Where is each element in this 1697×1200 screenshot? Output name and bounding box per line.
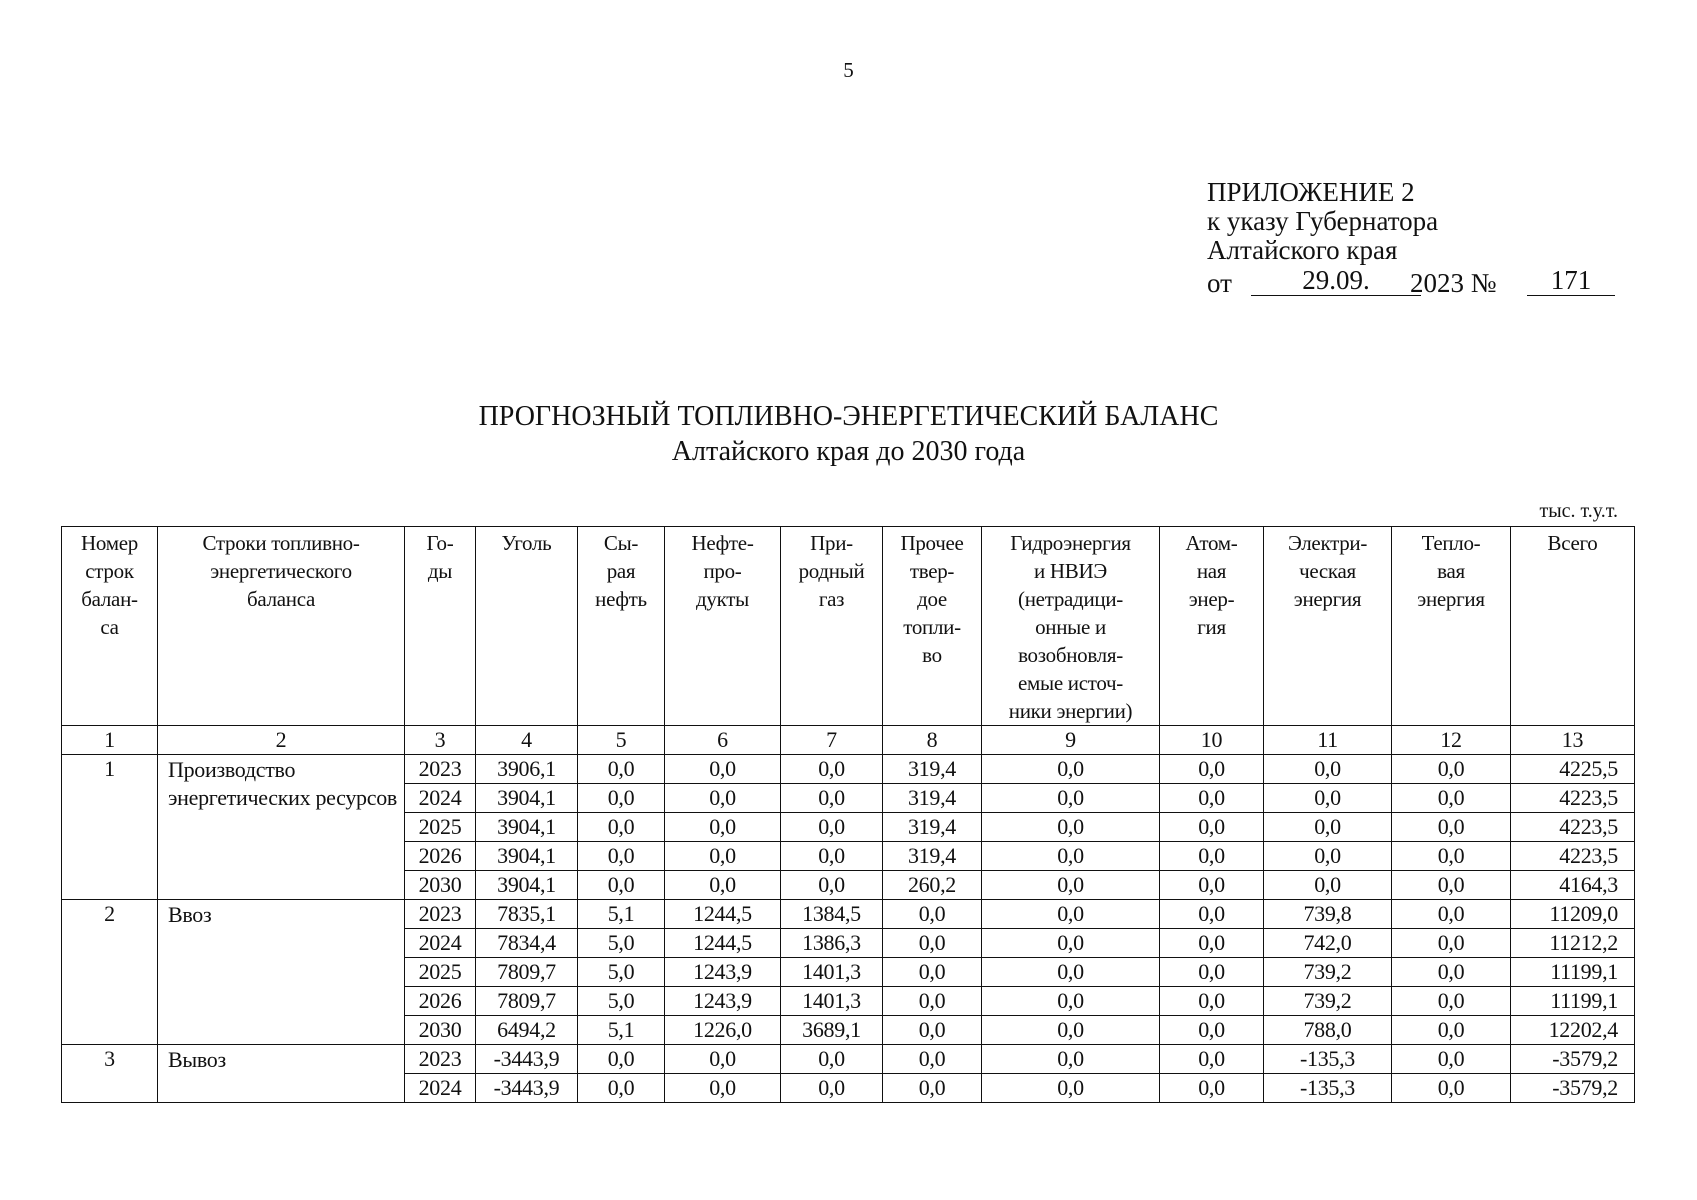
appendix-line-2: Алтайского края (1207, 235, 1398, 265)
column-number: 6 (665, 726, 781, 755)
value-cell: 0,0 (781, 1074, 883, 1103)
units-label: тыс. т.у.т. (1539, 500, 1618, 522)
column-number: 12 (1392, 726, 1511, 755)
value-cell: 7809,7 (476, 958, 578, 987)
column-number: 7 (781, 726, 883, 755)
value-cell: 0,0 (1392, 1074, 1511, 1103)
value-cell: 0,0 (1392, 755, 1511, 784)
value-cell: 1244,5 (665, 900, 781, 929)
year-cell: 2026 (405, 987, 476, 1016)
column-number: 11 (1264, 726, 1392, 755)
value-cell: 0,0 (1160, 958, 1264, 987)
table-row (62, 900, 1635, 929)
column-header: Всего (1511, 527, 1635, 726)
column-number-row (62, 726, 1635, 755)
value-cell: 0,0 (1264, 842, 1392, 871)
value-cell: 0,0 (1160, 842, 1264, 871)
year-cell: 2023 (405, 900, 476, 929)
table-row (62, 1045, 1635, 1074)
value-cell: 12202,4 (1511, 1016, 1635, 1045)
column-header: При- родный газ (781, 527, 883, 726)
value-cell: 11212,2 (1511, 929, 1635, 958)
balance-table (61, 526, 1635, 1103)
value-cell: 0,0 (1264, 755, 1392, 784)
value-cell: 0,0 (665, 1045, 781, 1074)
value-cell: -3443,9 (476, 1045, 578, 1074)
column-header: Прочее твер- дое топли- во (883, 527, 982, 726)
value-cell: 319,4 (883, 784, 982, 813)
page-number: 5 (843, 58, 854, 82)
value-cell: 0,0 (982, 1016, 1160, 1045)
value-cell: 0,0 (1160, 784, 1264, 813)
value-cell: 0,0 (1392, 929, 1511, 958)
year-cell: 2026 (405, 842, 476, 871)
value-cell: 0,0 (781, 755, 883, 784)
year-cell: 2030 (405, 1016, 476, 1045)
value-cell: 0,0 (1160, 929, 1264, 958)
value-cell: 0,0 (883, 1074, 982, 1103)
value-cell: 0,0 (1264, 813, 1392, 842)
value-cell: 5,1 (578, 1016, 665, 1045)
value-cell: 0,0 (1160, 987, 1264, 1016)
value-cell: 0,0 (1264, 871, 1392, 900)
value-cell: 3904,1 (476, 784, 578, 813)
value-cell: 0,0 (1160, 755, 1264, 784)
value-cell: 1243,9 (665, 987, 781, 1016)
column-number: 13 (1511, 726, 1635, 755)
column-header: Го- ды (405, 527, 476, 726)
value-cell: 0,0 (982, 784, 1160, 813)
column-header: Уголь (476, 527, 578, 726)
value-cell: 0,0 (982, 929, 1160, 958)
value-cell: 260,2 (883, 871, 982, 900)
value-cell: 11199,1 (1511, 958, 1635, 987)
balance-row-name: Вывоз (158, 1045, 405, 1103)
value-cell: 5,1 (578, 900, 665, 929)
value-cell: 4164,3 (1511, 871, 1635, 900)
value-cell: -3443,9 (476, 1074, 578, 1103)
value-cell: 0,0 (781, 813, 883, 842)
value-cell: 7835,1 (476, 900, 578, 929)
value-cell: 0,0 (781, 842, 883, 871)
column-header: Сы- рая нефть (578, 527, 665, 726)
value-cell: 0,0 (982, 1045, 1160, 1074)
appendix-line-1: к указу Губернатора (1207, 206, 1439, 236)
value-cell: 11199,1 (1511, 987, 1635, 1016)
value-cell: 1386,3 (781, 929, 883, 958)
year-cell: 2025 (405, 958, 476, 987)
value-cell: 0,0 (982, 958, 1160, 987)
column-number: 5 (578, 726, 665, 755)
document-subtitle: Алтайского края до 2030 года (671, 436, 1026, 467)
value-cell: 0,0 (883, 1016, 982, 1045)
column-header: Тепло- вая энергия (1392, 527, 1511, 726)
value-cell: 3906,1 (476, 755, 578, 784)
value-cell: 0,0 (1160, 813, 1264, 842)
value-cell: 0,0 (1160, 1016, 1264, 1045)
value-cell: 0,0 (982, 813, 1160, 842)
value-cell: 0,0 (883, 929, 982, 958)
value-cell: 3904,1 (476, 813, 578, 842)
balance-row-number: 2 (62, 900, 158, 1045)
column-number: 8 (883, 726, 982, 755)
value-cell: 4223,5 (1511, 784, 1635, 813)
column-header: Строки топливно- энергетического баланса (158, 527, 405, 726)
value-cell: 0,0 (982, 842, 1160, 871)
year-cell: 2024 (405, 784, 476, 813)
value-cell: 0,0 (578, 1045, 665, 1074)
value-cell: 0,0 (1160, 1045, 1264, 1074)
column-header: Номер строк балан- са (62, 527, 158, 726)
value-cell: 0,0 (665, 842, 781, 871)
date-prefix: от (1207, 268, 1232, 298)
value-cell: -3579,2 (1511, 1045, 1635, 1074)
year-cell: 2024 (405, 1074, 476, 1103)
column-number: 9 (982, 726, 1160, 755)
value-cell: 0,0 (665, 755, 781, 784)
decree-date: 29.09. (1251, 265, 1421, 296)
value-cell: 5,0 (578, 987, 665, 1016)
year-cell: 2023 (405, 1045, 476, 1074)
balance-row-number: 1 (62, 755, 158, 900)
decree-year: 2023 № (1410, 268, 1497, 298)
value-cell: 0,0 (781, 1045, 883, 1074)
appendix-title: ПРИЛОЖЕНИЕ 2 (1207, 177, 1415, 207)
value-cell: 0,0 (883, 987, 982, 1016)
value-cell: 4223,5 (1511, 813, 1635, 842)
value-cell: 739,2 (1264, 987, 1392, 1016)
table-header-row (62, 527, 1635, 726)
value-cell: 739,8 (1264, 900, 1392, 929)
value-cell: 788,0 (1264, 1016, 1392, 1045)
value-cell: 0,0 (982, 871, 1160, 900)
year-cell: 2023 (405, 755, 476, 784)
column-header: Электри- ческая энергия (1264, 527, 1392, 726)
value-cell: 319,4 (883, 813, 982, 842)
year-cell: 2024 (405, 929, 476, 958)
column-number: 1 (62, 726, 158, 755)
value-cell: 0,0 (883, 900, 982, 929)
value-cell: 0,0 (1392, 987, 1511, 1016)
value-cell: 0,0 (982, 987, 1160, 1016)
table-body (62, 755, 1635, 1103)
decree-number: 171 (1527, 265, 1615, 296)
value-cell: 0,0 (982, 755, 1160, 784)
value-cell: 0,0 (883, 1045, 982, 1074)
appendix-date-line (1207, 265, 1627, 299)
document-title: ПРОГНОЗНЫЙ ТОПЛИВНО-ЭНЕРГЕТИЧЕСКИЙ БАЛАНС (478, 401, 1219, 432)
value-cell: 4223,5 (1511, 842, 1635, 871)
value-cell: 0,0 (578, 784, 665, 813)
value-cell: 3904,1 (476, 842, 578, 871)
value-cell: 0,0 (1264, 784, 1392, 813)
value-cell: 0,0 (1392, 842, 1511, 871)
value-cell: 5,0 (578, 929, 665, 958)
value-cell: 0,0 (665, 871, 781, 900)
value-cell: 0,0 (982, 900, 1160, 929)
value-cell: 0,0 (578, 755, 665, 784)
value-cell: 1244,5 (665, 929, 781, 958)
value-cell: 0,0 (1392, 813, 1511, 842)
column-header: Нефте- про- дукты (665, 527, 781, 726)
value-cell: 0,0 (883, 958, 982, 987)
value-cell: 0,0 (665, 784, 781, 813)
value-cell: 0,0 (1392, 900, 1511, 929)
value-cell: 0,0 (1160, 1074, 1264, 1103)
value-cell: 0,0 (578, 1074, 665, 1103)
value-cell: 0,0 (982, 1074, 1160, 1103)
value-cell: 0,0 (1160, 900, 1264, 929)
column-number: 10 (1160, 726, 1264, 755)
value-cell: 1226,0 (665, 1016, 781, 1045)
value-cell: 1401,3 (781, 958, 883, 987)
value-cell: 4225,5 (1511, 755, 1635, 784)
column-number: 3 (405, 726, 476, 755)
column-header: Гидроэнергия и НВИЭ (нетрадици- онные и возобновля- емые источ- ники энергии) (982, 527, 1160, 726)
value-cell: 1243,9 (665, 958, 781, 987)
value-cell: 0,0 (1392, 784, 1511, 813)
value-cell: 0,0 (781, 871, 883, 900)
value-cell: 319,4 (883, 842, 982, 871)
column-number: 2 (158, 726, 405, 755)
value-cell: -135,3 (1264, 1045, 1392, 1074)
value-cell: 0,0 (578, 842, 665, 871)
balance-row-name: Производство энергетических ресурсов (158, 755, 405, 900)
column-number: 4 (476, 726, 578, 755)
value-cell: 0,0 (578, 813, 665, 842)
balance-row-name: Ввоз (158, 900, 405, 1045)
year-cell: 2030 (405, 871, 476, 900)
value-cell: 319,4 (883, 755, 982, 784)
value-cell: 0,0 (665, 813, 781, 842)
value-cell: 1401,3 (781, 987, 883, 1016)
value-cell: 0,0 (578, 871, 665, 900)
value-cell: -135,3 (1264, 1074, 1392, 1103)
value-cell: -3579,2 (1511, 1074, 1635, 1103)
value-cell: 0,0 (1160, 871, 1264, 900)
value-cell: 0,0 (1392, 871, 1511, 900)
value-cell: 0,0 (1392, 1045, 1511, 1074)
appendix-block (1207, 178, 1627, 299)
value-cell: 0,0 (1392, 958, 1511, 987)
value-cell: 739,2 (1264, 958, 1392, 987)
column-header: Атом- ная энер- гия (1160, 527, 1264, 726)
value-cell: 3689,1 (781, 1016, 883, 1045)
value-cell: 1384,5 (781, 900, 883, 929)
value-cell: 11209,0 (1511, 900, 1635, 929)
value-cell: 6494,2 (476, 1016, 578, 1045)
value-cell: 0,0 (1392, 1016, 1511, 1045)
value-cell: 742,0 (1264, 929, 1392, 958)
year-cell: 2025 (405, 813, 476, 842)
value-cell: 7809,7 (476, 987, 578, 1016)
value-cell: 3904,1 (476, 871, 578, 900)
value-cell: 0,0 (781, 784, 883, 813)
table-row (62, 755, 1635, 784)
value-cell: 7834,4 (476, 929, 578, 958)
value-cell: 0,0 (665, 1074, 781, 1103)
balance-row-number: 3 (62, 1045, 158, 1103)
value-cell: 5,0 (578, 958, 665, 987)
